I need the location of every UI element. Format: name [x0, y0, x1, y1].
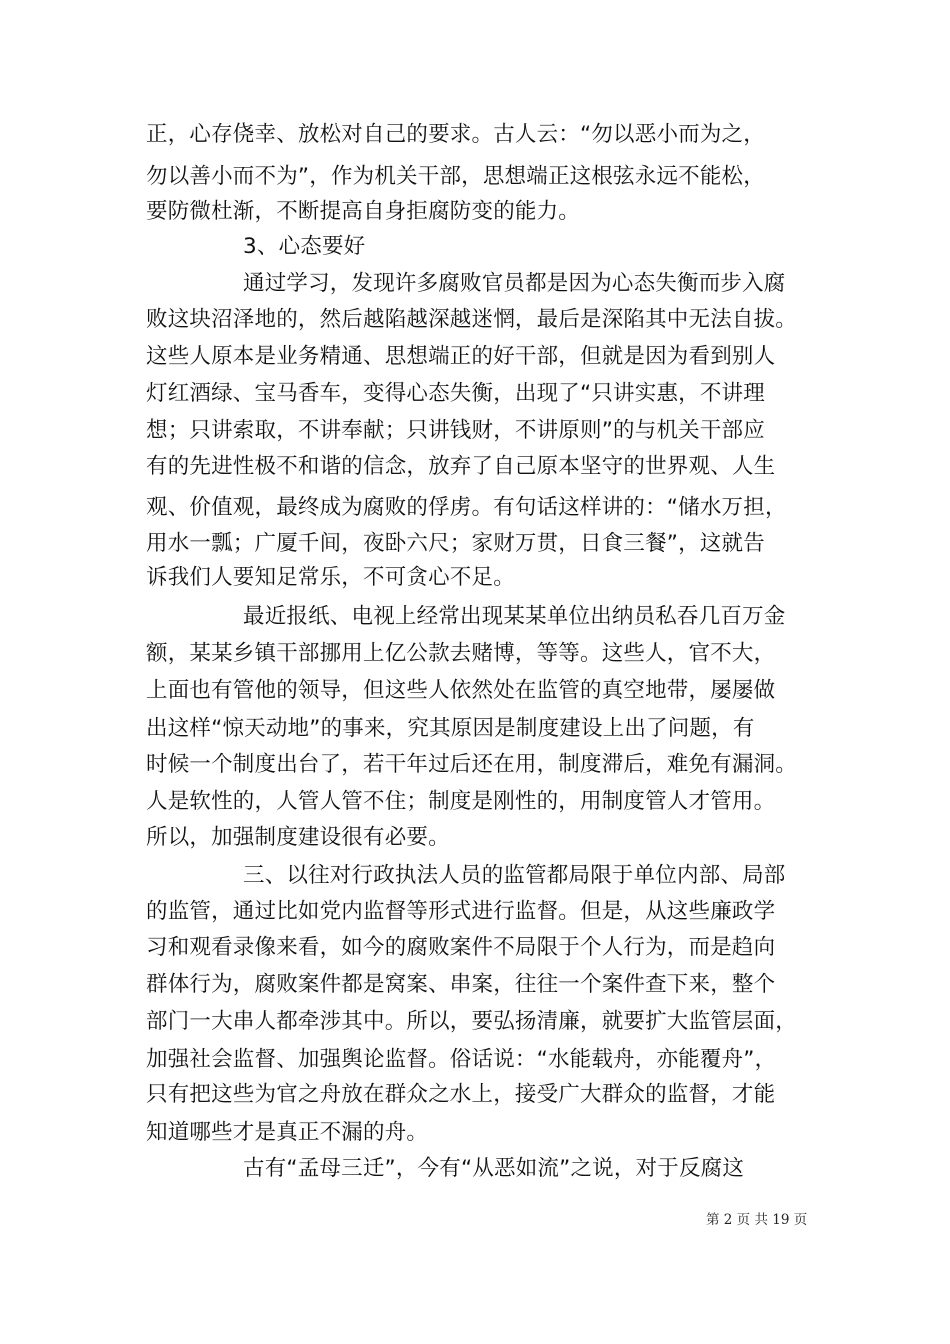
text-line: 知道哪些才是真正不漏的舟。 — [146, 1120, 429, 1145]
text-line: 三、以往对行政执法人员的监管都局限于单位内部、局部 — [243, 863, 786, 888]
text-line: 部门一大串人都牵涉其中。所以，要弘扬清廉，就要扩大监管层面， — [146, 1009, 798, 1034]
text-line: 灯红酒绿、宝马香车，变得心态失衡，出现了“只讲实惠，不讲理 — [146, 381, 765, 406]
text-line: 加强社会监督、加强舆论监督。俗话说：“水能载舟，亦能覆舟”， — [146, 1047, 777, 1072]
text-line: 有的先进性极不和谐的信念，放弃了自己原本坚守的世界观、人生 — [146, 454, 776, 479]
text-line: 想；只讲索取，不讲奉献；只讲钱财，不讲原则”的与机关干部应 — [146, 418, 765, 443]
text-line: 观、价值观，最终成为腐败的俘虏。有句话这样讲的：“储水万担， — [146, 495, 787, 520]
text-line: 额，某某乡镇干部挪用上亿公款去赌博，等等。这些人，官不大， — [146, 641, 776, 666]
text-line: 时候一个制度出台了，若干年过后还在用，制度滞后，难免有漏洞。 — [146, 752, 798, 777]
text-line: 古有“孟母三迁”，今有“从恶如流”之说，对于反腐这 — [243, 1156, 745, 1181]
text-line: 所以，加强制度建设很有必要。 — [146, 825, 450, 850]
text-line: 勿以善小而不为”，作为机关干部，思想端正这根弦永远不能松， — [146, 164, 765, 189]
text-line: 最近报纸、电视上经常出现某某单位出纳员私吞几百万金 — [243, 604, 786, 629]
section-heading: 3、心态要好 — [243, 234, 366, 259]
text-line: 群体行为，腐败案件都是窝案、串案，往往一个案件查下来，整个 — [146, 972, 776, 997]
text-line: 通过学习，发现许多腐败官员都是因为心态失衡而步入腐 — [243, 271, 786, 296]
text-line: 败这块沼泽地的，然后越陷越深越迷惘，最后是深陷其中无法自拔。 — [146, 307, 798, 332]
text-line: 诉我们人要知足常乐，不可贪心不足。 — [146, 565, 515, 590]
text-line: 上面也有管他的领导，但这些人依然处在监管的真空地带，屡屡做 — [146, 678, 776, 703]
text-line: 人是软性的，人管人管不住；制度是刚性的，用制度管人才管用。 — [146, 789, 776, 814]
text-line: 习和观看录像来看，如今的腐败案件不局限于个人行为，而是趋向 — [146, 935, 776, 960]
text-line: 的监管，通过比如党内监督等形式进行监督。但是，从这些廉政学 — [146, 899, 776, 924]
text-line: 这些人原本是业务精通、思想端正的好干部，但就是因为看到别人 — [146, 344, 776, 369]
page-number-footer: 第 2 页 共 19 页 — [706, 1212, 808, 1228]
text-line: 出这样“惊天动地”的事来，究其原因是制度建设上出了问题，有 — [146, 716, 755, 741]
text-line: 只有把这些为官之舟放在群众之水上，接受广大群众的监督，才能 — [146, 1082, 776, 1107]
text-line: 要防微杜渐，不断提高自身拒腐防变的能力。 — [146, 199, 581, 224]
text-line: 正，心存侥幸、放松对自己的要求。古人云：“勿以恶小而为之， — [146, 122, 765, 147]
text-line: 用水一瓢；广厦千间，夜卧六尺；家财万贯，日食三餐”，这就告 — [146, 531, 765, 556]
